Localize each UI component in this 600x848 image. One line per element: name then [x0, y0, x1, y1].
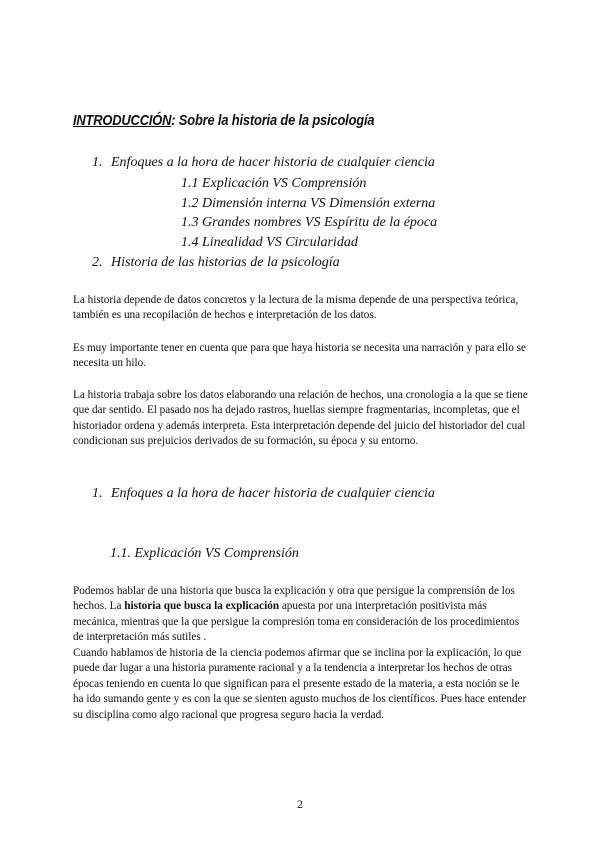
- page-number: 2: [297, 797, 303, 811]
- section-heading-1-number: 1.: [92, 486, 103, 501]
- section-heading-1-1: 1.1. Explicación VS Comprensión: [110, 546, 299, 561]
- paragraph-2: Es muy importante tener en cuenta que para que haya historia se necesita una narración y para ello se necesita un hilo.: [73, 342, 526, 370]
- paragraph-4-end: apuesta por una interpretación positivista más mecánica, mientras que la que persigue la compresión toma en consideración de los procedimientos de interpretación más sutiles .: [73, 600, 520, 644]
- toc-item-2-number: 2.: [92, 255, 103, 270]
- toc-item-1: [92, 155, 435, 171]
- paragraph-4: [73, 584, 529, 646]
- title-rest: : Sobre la historia de la psicología: [171, 112, 375, 129]
- section-heading-1: [92, 486, 435, 502]
- toc-subitem-1-4: 1.4 Linealidad VS Circularidad: [181, 235, 358, 250]
- toc-subitem-1-3: 1.3 Grandes nombres VS Espíritu de la época: [181, 215, 438, 230]
- toc-item-2-label: Historia de las historias de la psicología: [111, 255, 340, 270]
- paragraph-1: La historia depende de datos concretos y la lectura de la misma depende de una perspectiva teórica, también es una recopilación de hechos e interpretación de los datos.: [73, 294, 519, 322]
- paragraph-3: La historia trabaja sobre los datos elaborando una relación de hechos, una cronología a la que se tiene que dar sentido. El pasado nos ha dejado rastros, huellas siempre fragmentarias, incompletas, que el historiador ordena y además interpreta. Esta interpretación depende del juicio del historiador del cual condicionan sus prejuicios derivados de su formación, su época y su entorno.: [73, 389, 528, 448]
- paragraph-5: Cuando hablamos de historia de la ciencia podemos afirmar que se inclina por la explicación, lo que puede dar lugar a una historia puramente racional y a la tendencia a interpretar los hechos de otras épocas teniendo en cuenta lo que significan para el presente estado de la materia, a esta noción se le ha ido sumando gente y es con la que se sienten agusto muchos de los científicos. Pues hace entender su disciplina como algo racional que progresa seguro hacia la verdad.: [73, 647, 527, 721]
- toc-item-1-label: Enfoques a la hora de hacer historia de cualquier ciencia: [111, 155, 435, 170]
- section-heading-1-label: Enfoques a la hora de hacer historia de cualquier ciencia: [111, 486, 435, 501]
- toc-item-1-number: 1.: [92, 155, 103, 170]
- page-title: [73, 112, 374, 129]
- paragraph-4-start: Podemos hablar de una historia que busca la explicación y otra que persigue la comprensión de los hechos. La: [73, 585, 515, 613]
- paragraph-4-bold: historia que busca la explicación: [124, 600, 280, 613]
- toc-subitem-1-1: 1.1 Explicación VS Comprensión: [181, 176, 367, 191]
- toc-item-2: [92, 255, 340, 271]
- toc-subitem-1-2: 1.2 Dimensión interna VS Dimensión externa: [181, 196, 436, 211]
- title-underlined: INTRODUCCIÓN: [73, 112, 172, 129]
